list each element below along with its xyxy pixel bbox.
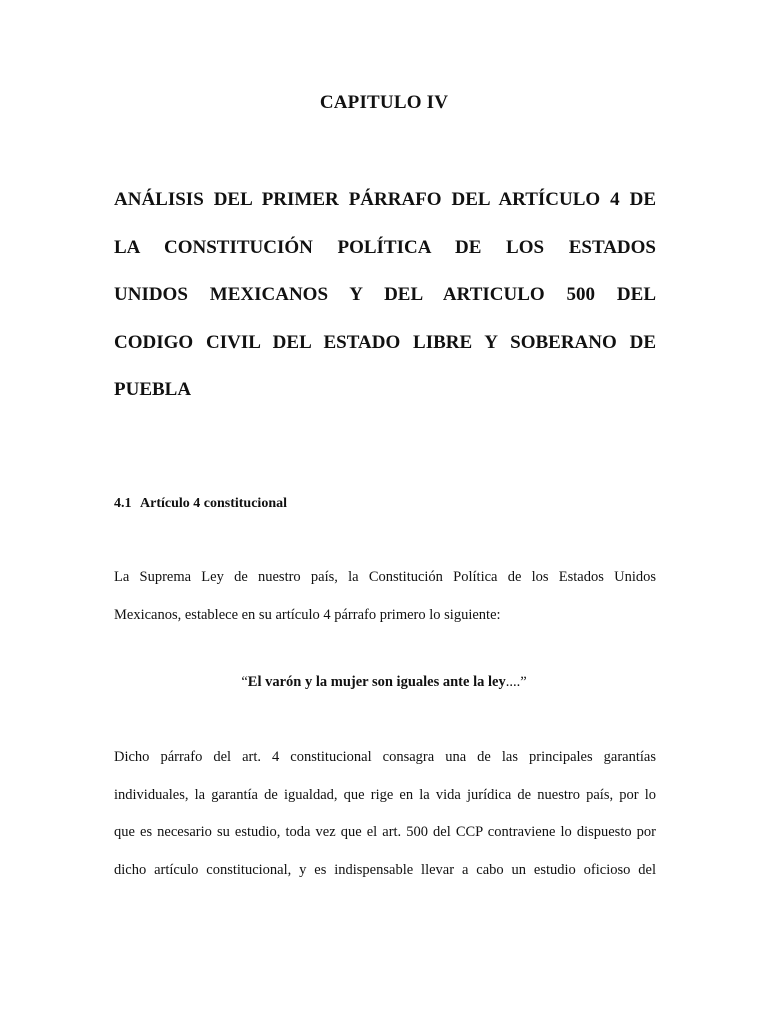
section-title: Artículo 4 constitucional [140, 496, 287, 511]
quote-open-mark: “ [241, 674, 248, 690]
paragraph-line: La Suprema Ley de nuestro país, la Constitución Política de los Estados Unidos [114, 569, 656, 585]
constitution-quote [0, 674, 768, 691]
chapter-heading: CAPITULO IV [319, 92, 449, 113]
chapter-title-line: UNIDOS MEXICANOS Y DEL ARTICULO 500 DEL [114, 284, 656, 305]
chapter-title-line: LA CONSTITUCIÓN POLÍTICA DE LOS ESTADOS [114, 236, 656, 258]
paragraph-line: Dicho párrafo del art. 4 constitucional consagra una de las principales garantías [114, 749, 656, 765]
paragraph-line: individuales, la garantía de igualdad, que rige en la vida jurídica de nuestro país, por lo [114, 786, 656, 803]
chapter-title-line: PUEBLA [114, 379, 192, 400]
paragraph-analysis [114, 739, 656, 889]
quote-text: El varón y la mujer son iguales ante la ley [247, 674, 506, 690]
section-number: 4.1 [114, 496, 132, 511]
quote-tail: ....” [505, 674, 527, 690]
chapter-title-line: CODIGO CIVIL DEL ESTADO LIBRE Y SOBERANO DE [114, 331, 656, 353]
paragraph-line: que es necesario su estudio, toda vez que el art. 500 del CCP contraviene lo dispuesto por [114, 824, 656, 840]
paragraph-line: Mexicanos, establece en su artículo 4 párrafo primero lo siguiente: [114, 606, 501, 623]
paragraph-line: dicho artículo constitucional, y es indispensable llevar a cabo un estudio oficioso del [114, 861, 656, 878]
paragraph-intro [114, 559, 656, 634]
chapter-title [114, 176, 656, 414]
chapter-title-line: ANÁLISIS DEL PRIMER PÁRRAFO DEL ARTÍCULO 4 DE [114, 189, 656, 210]
section-heading [114, 496, 287, 512]
